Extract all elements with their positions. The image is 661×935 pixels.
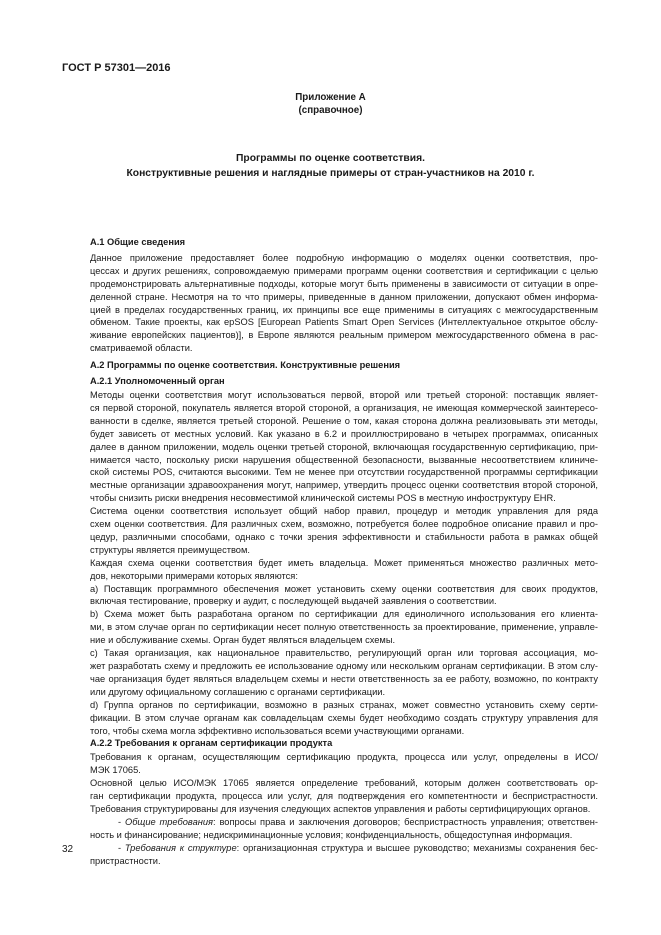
bullet-text: : вопросы права и заключения договоров; беспристрастность управления; ответствен- xyxy=(213,816,598,827)
text-line: ванности в сделке, является третьей стороной. Решение о том, какая сторона должна реализовывать эти методы, xyxy=(90,415,598,426)
bullet-text-cont: пристрастности. xyxy=(90,855,161,866)
text-line: Система оценки соответствия использует общий набор правил, процедур и методик управления для ряда xyxy=(90,506,598,517)
paragraph xyxy=(90,252,598,355)
paragraph xyxy=(90,557,598,583)
paragraph xyxy=(90,751,598,777)
bullet-text: : организационная структура и высшее руководство; механизмы сохранения бес- xyxy=(236,842,598,853)
text-line: d) Группа органов по сертификации, возможно в разных странах, может совместно установить схему серти- xyxy=(90,699,598,710)
text-line: Методы оценки соответствия могут использоваться первой, второй или третьей стороной: поставщик являет- xyxy=(90,389,598,400)
text-line: b) Схема может быть разработана органом по сертификации для единоличного использования его клиента- xyxy=(90,609,598,620)
section-a22-heading: А.2.2 Требования к органам сертификации продукта xyxy=(90,738,333,749)
bullet-label: Требования к структуре xyxy=(124,842,237,853)
text-line: дов, некоторыми примерами которых являются: xyxy=(90,570,298,581)
text-line: цедур, различными способами, однако с точки зрения эффективности и стабильности работа в рамках общей xyxy=(90,531,598,542)
bullet-label: Общие требования xyxy=(124,816,214,827)
text-line: деленной стране. Несмотря на то что примеры, приведенные в данном приложении, допускают обмен информа- xyxy=(90,291,598,302)
text-line: Требования структурированы для изучения следующих аспектов управления и работы сертифицирующих органов. xyxy=(90,803,591,814)
document-body xyxy=(90,236,598,868)
text-line: c) Такая организация, как национальное правительство, регулирующий орган или торговая ассоциация, мо- xyxy=(90,648,598,659)
annex-heading xyxy=(0,91,661,117)
text-line: обменом. Такие проекты, как epSOS [European Patients Smart Open Services (Интеллектуальное открытое обслу- xyxy=(90,317,598,328)
paragraph xyxy=(90,777,598,816)
bullet-item: - Общие требования: вопросы права и заключения договоров; беспристрастность управления; ответствен- ность и финансирование; недискриминационные условия; конфиденциальность, общедоступная информация. xyxy=(90,816,598,840)
section-a21-heading: А.2.1 Уполномоченный орган xyxy=(90,376,225,387)
text-line: ми, в этом случае орган по сертификации несет полную ответственность за проектирование, применение, управле- xyxy=(90,622,598,633)
text-line: того, чтобы схема могла эффективно использоваться всеми участвующими органами. xyxy=(90,725,465,736)
list-item xyxy=(90,699,598,738)
text-line: структуры является преимуществом. xyxy=(90,544,250,555)
text-line: Требования к органам, осуществляющим сертификацию продукта, процесса или услуг, определены в ИСО/ xyxy=(90,752,598,763)
page-number: 32 xyxy=(62,844,74,855)
text-line: Основной целью ИСО/МЭК 17065 является определение требований, которым должен соответствовать ор- xyxy=(90,778,598,789)
text-line: ган сертификации продукта, процесса или услуг, для подтверждения его компетентности и беспристрастности. xyxy=(90,791,598,802)
text-line: или другому официальному соглашению с органами сертификации. xyxy=(90,686,386,697)
standard-header: ГОСТ Р 57301—2016 xyxy=(62,62,171,74)
text-line: продемонстрировать альтернативные подходы, которые могут быть применены в зависимости от ситуации в опре- xyxy=(90,278,598,289)
list-item xyxy=(90,647,598,699)
text-line: цессах и других решениях, сопровождаемую примерами программ оценки соответствия и сертификации с целью xyxy=(90,265,598,276)
text-line: Каждая схема оценки соответствия будет иметь владельца. Может применяться множество различных мето- xyxy=(90,557,598,568)
annex-type: (справочное) xyxy=(298,105,363,116)
section-a2-heading: А.2 Программы по оценке соответствия. Конструктивные решения xyxy=(90,360,401,371)
text-line: чае организация будет являться владельцем схемы и нести ответственность за ее работу, возможно, по контракту xyxy=(90,673,598,684)
text-line: будет зависеть от местных условий. Как указано в 6.2 и проиллюстрировано в четырех программах, описанных xyxy=(90,428,598,439)
text-line: a) Поставщик программного обеспечения может установить схему оценки соответствия для своих продуктов, xyxy=(90,583,598,594)
text-line: ся первой стороной, покупатель является второй стороной, а организация, не имеющая коммерческой заинтересо- xyxy=(90,402,598,413)
section-a1-heading: А.1 Общие сведения xyxy=(90,237,186,247)
bullet-item: - Требования к структуре: организационная структура и высшее руководство; механизмы сохранения бес- пристрастности. xyxy=(90,842,598,866)
text-line: МЭК 17065. xyxy=(90,765,141,776)
text-line: схем оценки соответствия. Для различных схем, возможно, потребуется более подробное описание правил и про- xyxy=(90,519,598,530)
text-line: фикации. В этом случае органам как совладельцам схемы будет необходимо создать структуру управления для xyxy=(90,712,598,723)
annex-title xyxy=(0,151,661,181)
bullet-text-cont: ность и финансирование; недискриминационные условия; конфиденциальность, общедоступная информация. xyxy=(90,829,573,840)
annex-title-line1: Программы по оценке соответствия. xyxy=(236,153,425,164)
annex-title-line2: Конструктивные решения и наглядные примеры от стран-участников на 2010 г. xyxy=(126,168,535,179)
list-item xyxy=(90,583,598,609)
paragraph xyxy=(90,389,598,505)
text-line: нимается часто, поскольку риски нарушения общественной безопасности, вызванные несоответствием клиниче- xyxy=(90,454,598,465)
text-line: включая тестирование, проверку и аудит, с последующей выдачей заявления о соответствии. xyxy=(90,596,497,607)
text-line: Данное приложение предоставляет более подробную информацию о моделях оценки соответствия, про- xyxy=(90,252,598,263)
text-line: чтобы снизить риски внедрения несовместимой клинической системы POS в местную инфоструктуру EHR. xyxy=(90,493,556,504)
text-line: жет разработать схему и предложить ее использование одному или нескольким органам сертификации. В этом слу- xyxy=(90,661,598,671)
list-item xyxy=(90,608,598,647)
paragraph xyxy=(90,505,598,557)
text-line: цией в пределах государственных границ, их принципы все еще применимы в ситуациях с межгосударственным xyxy=(90,304,598,315)
text-line: местные организации здравоохранения могут, например, утвердить процесс оценки соответствия второй стороной, xyxy=(90,480,598,491)
text-line: сматриваемой области. xyxy=(90,343,193,354)
annex-label: Приложение А xyxy=(295,92,366,103)
text-line: ние и обслуживание схемы. Орган будет являться владельцем схемы. xyxy=(90,635,396,646)
text-line: далее в данном приложении, модель оценки третьей стороной, включающая государственную сертификацию, при- xyxy=(90,441,598,452)
text-line: ской системы POS, считаются высокими. Тем не менее при отсутствии государственной программы сертификации xyxy=(90,467,598,478)
text-line: живание европейских пациентов)], в Европе являются реальным примером межгосударственного обмена в рас- xyxy=(90,330,598,341)
